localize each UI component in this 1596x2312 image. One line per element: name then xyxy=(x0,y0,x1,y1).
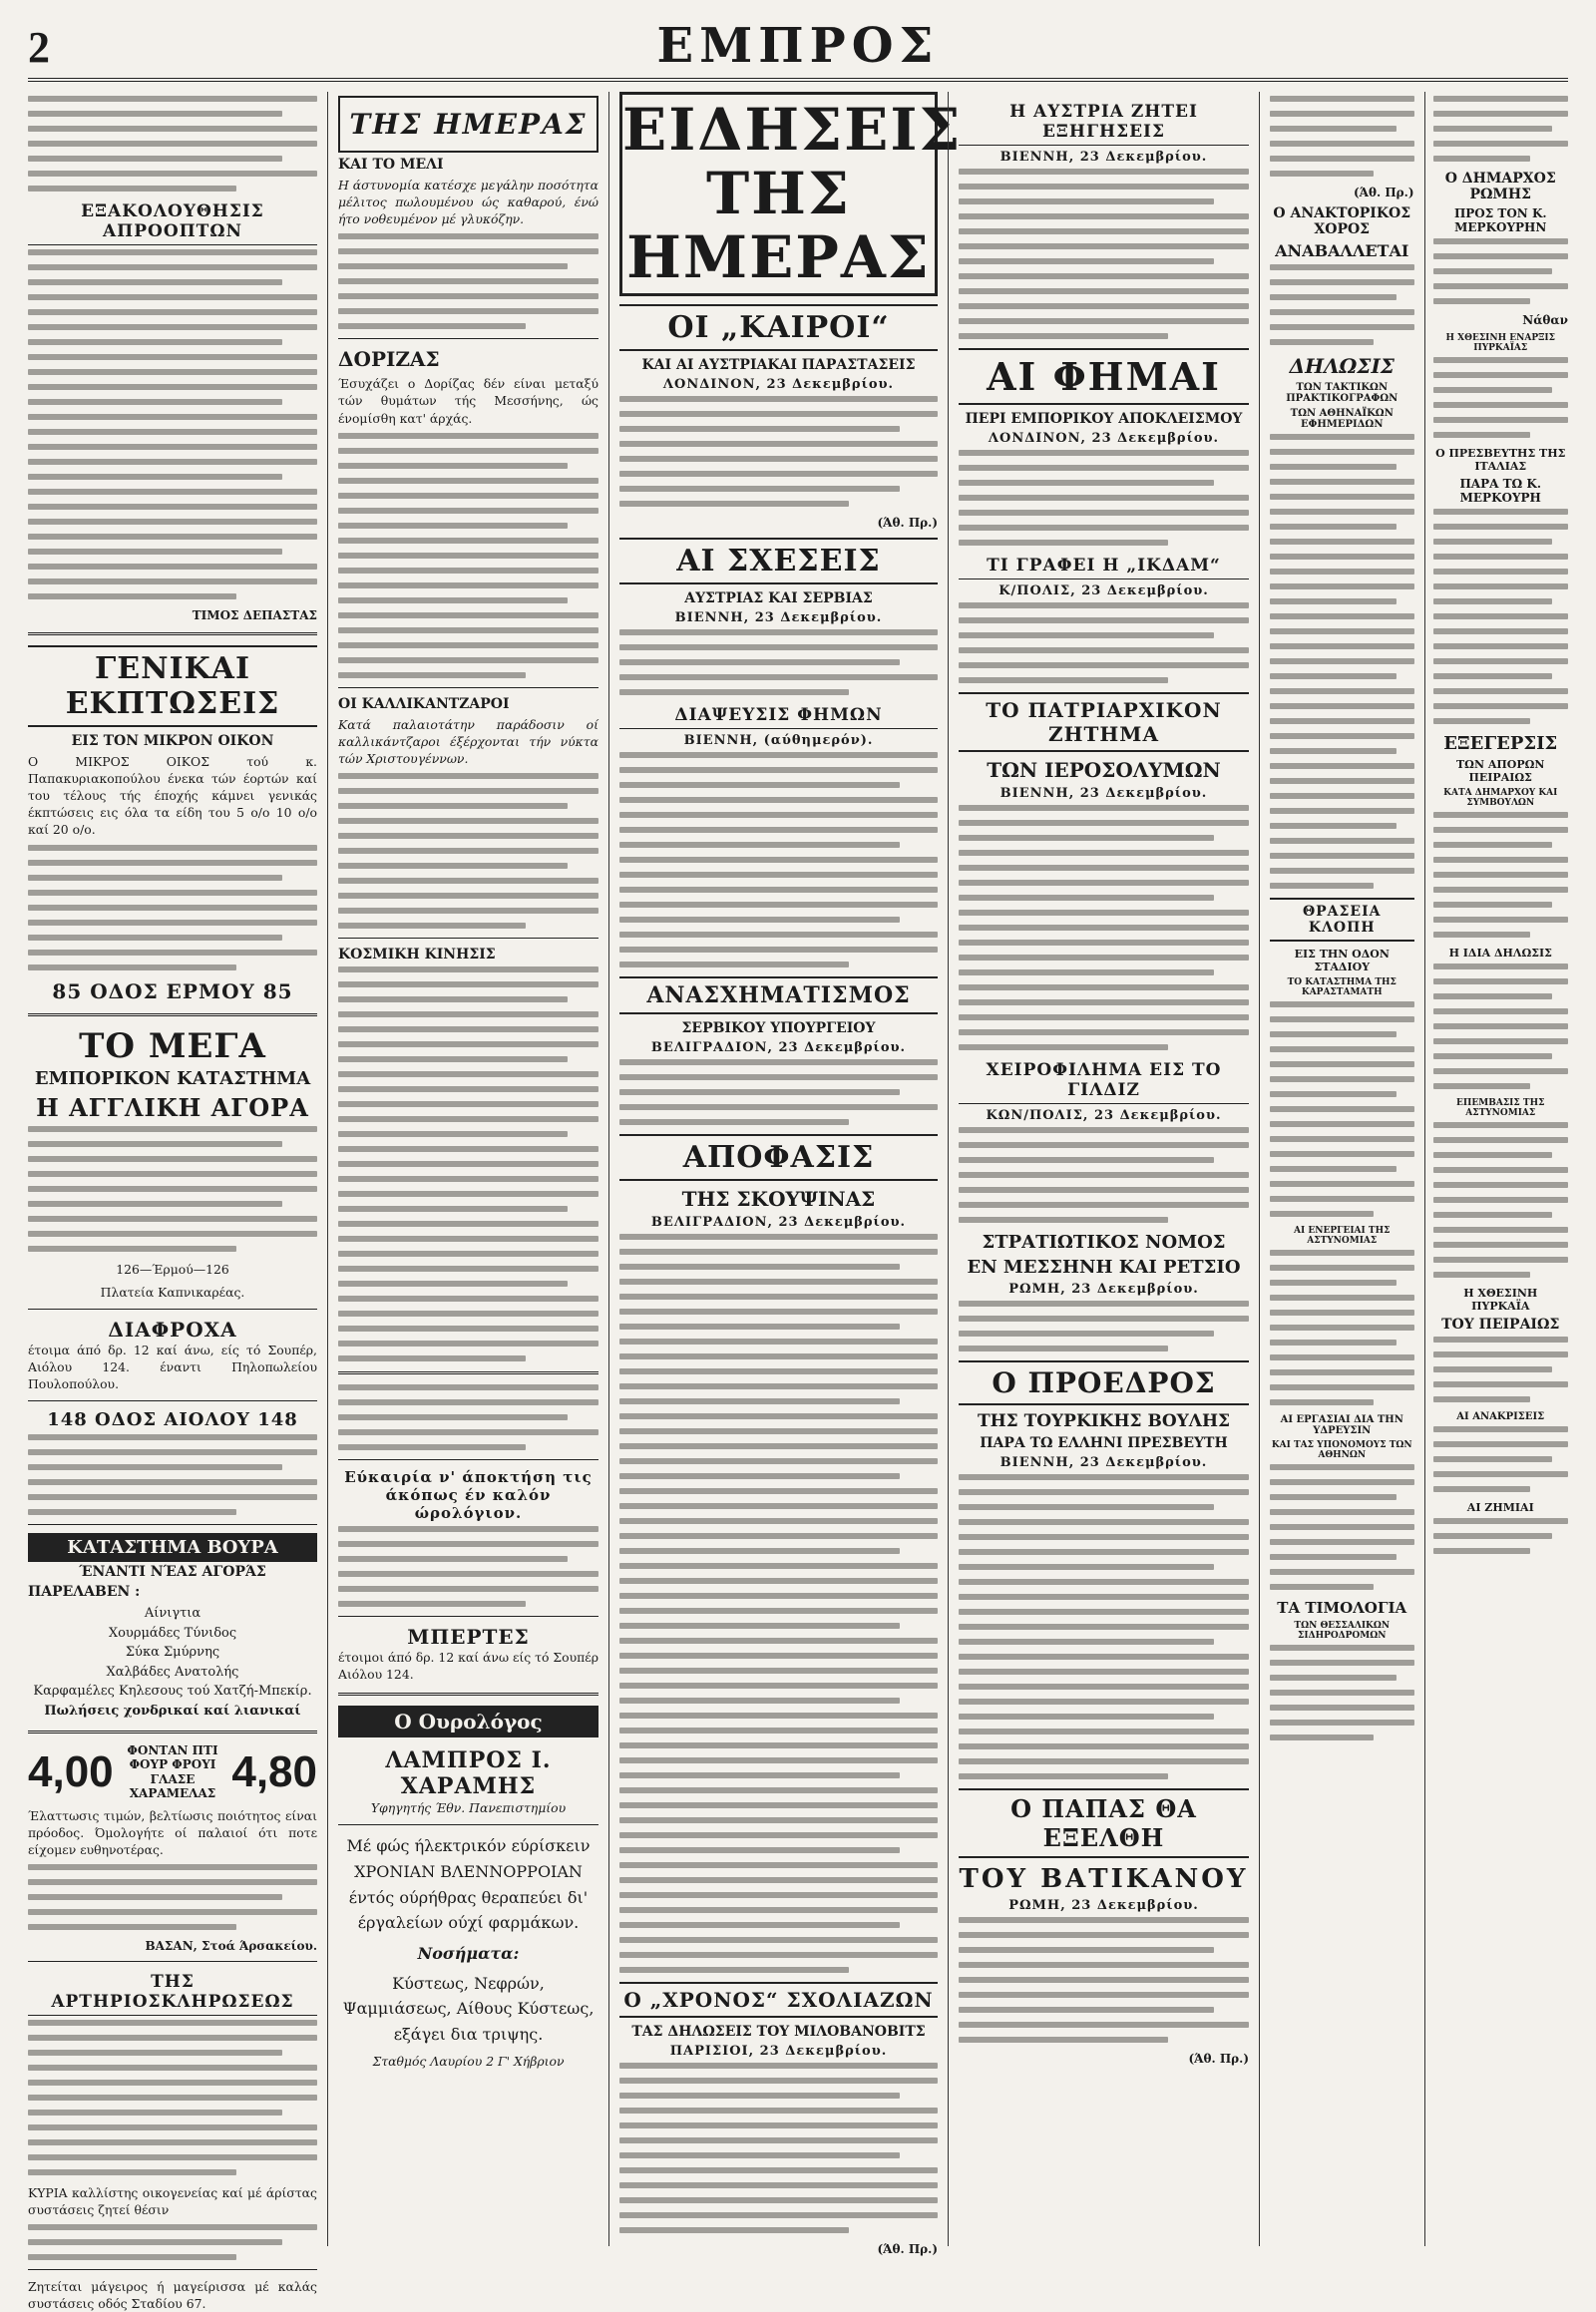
column-3 xyxy=(608,92,963,2257)
story-uprising-subheading: ΤΩΝ ΑΠΟΡΩΝ ΠΕΙΡΑΙΩΣ xyxy=(1456,758,1545,784)
story-kairoi-heading: ΟΙ „ΚΑΙΡΟΙ“ xyxy=(619,304,938,351)
story-pope-dateline: ΡΩΜΗ, 23 Δεκεμβρίου. xyxy=(1008,1898,1199,1913)
story-works-subheading: ΚΑΙ ΤΑΣ ΥΠΟΝΟΜΟΥΣ ΤΩΝ ΑΘΗΝΩΝ xyxy=(1271,1440,1412,1460)
story-relations-subheading: ΑΥΣΤΡΙΑΣ ΚΑΙ ΣΕΡΒΙΑΣ xyxy=(684,590,873,607)
story-theft-heading: ΘΡΑΣΕΙΑ ΚΛΟΠΗ xyxy=(1270,898,1414,942)
list-item: Καρφαμέλες Κηλεσους τού Χατζή-Μπεκίρ. xyxy=(33,1684,312,1700)
story-martial-law-heading: ΣΤΡΑΤΙΩΤΙΚΟΣ ΝΟΜΟΣ xyxy=(982,1232,1226,1253)
story-chronos-source: (Άθ. Πρ.) xyxy=(877,2242,938,2257)
columns xyxy=(28,92,1568,2312)
story-honey-text: Η άστυνομία κατέσχε μεγάλην ποσότητα μέλιτος πωλουμένου ώς καθαρού, ένώ ήτο νοθευμένον μέ γλυκόζην. xyxy=(338,178,598,227)
ad-voura-list xyxy=(28,1604,317,1721)
ad-cook-text: Ζητείται μάγειρος ή μαγείρισσα μέ καλάς συστάσεις οδός Σταδίου 67. xyxy=(28,2279,317,2312)
ad-raincoats-text: έτοιμα άπό δρ. 12 καί άνω, είς τό Σουπέρ, Αιόλου 124. έναντι Πηλοπωλείου Πουλοπούλου. xyxy=(28,1342,317,1391)
ad-capes-heading: ΜΠΕΡΤΕΣ xyxy=(407,1624,530,1649)
story-mayor-subheading: ΠΡΟΣ ΤΟΝ Κ. ΜΕΡΚΟΥΡΗΝ xyxy=(1453,206,1547,234)
story-mayor-signature: Νάθαν xyxy=(1522,313,1568,327)
story-ikdam-dateline: Κ/ΠΟΛΙΣ, 23 Δεκεμβρίου. xyxy=(998,583,1209,598)
list-item: Χουρμάδες Τύνιδος xyxy=(108,1625,237,1641)
ad-sweets-text: Έλαττωσις τιμών, βελτίωσις ποιότητος είναι πρόοδος. Όμολογήτε οί παλαιοί ότι ποτε είχομεν ευθηνοτέρας. xyxy=(28,1807,317,1857)
story-president-dateline: ΒΙΕΝΝΗ, 23 Δεκεμβρίου. xyxy=(999,1455,1208,1470)
story-mayor-heading: Ο ΔΗΜΑΡΧΟΣ ΡΩΜΗΣ xyxy=(1444,171,1556,202)
ad-store-address: 126—Έρμού—126 xyxy=(116,1261,229,1277)
ad-store-title: ΤΟ ΜΕΓΑ xyxy=(79,1025,266,1066)
ad-discounts-subtitle: ΕΙΣ ΤΟΝ ΜΙΚΡΟΝ ΟΙΚΟΝ xyxy=(71,733,274,749)
ad-urologist-text: Μέ φώς ήλεκτρικόν εύρίσκειν ΧΡΟΝΙΑΝ ΒΛΕΝΝΟΡΡΟΙΑΝ έντός ούρήθρας θεραπεύει δι' έργαλείων ούχί φαρμάκων. xyxy=(346,1836,591,1933)
text-block xyxy=(28,96,317,192)
story-patriarchate-subheading: ΤΩΝ ΙΕΡΟΣΟΛΥΜΩΝ xyxy=(987,758,1221,782)
ad-sweets-prices xyxy=(28,1743,317,1801)
story-tariffs-heading: ΤΑ ΤΙΜΟΛΟΓΙΑ xyxy=(1277,1599,1407,1617)
price-right: 4,80 xyxy=(231,1746,317,1796)
story-piraeus-fire-subheading: ΤΟΥ ΠΕΙΡΑΙΩΣ xyxy=(1441,1317,1560,1333)
story-chronos-subheading: ΤΑΣ ΔΗΛΩΣΕΙΣ ΤΟΥ ΜΙΛΟΒΑΝΟΒΙΤΣ xyxy=(631,2024,926,2041)
story-president-heading: Ο ΠΡΟΕΔΡΟΣ xyxy=(959,1360,1249,1405)
story-honey-heading: ΚΑΙ ΤΟ ΜΕΛΙ xyxy=(338,157,444,173)
story-ambassador-subheading: ΠΑΡΑ ΤΩ Κ. ΜΕΡΚΟΥΡΗ xyxy=(1459,477,1542,505)
story-tariffs-subheading: ΤΩΝ ΘΕΣΣΑΛΙΚΩΝ ΣΙΔΗΡΟΔΡΟΜΩΝ xyxy=(1294,1621,1391,1641)
ad-raincoats-title: ΔΙΑΦΡΟΧΑ xyxy=(108,1317,237,1342)
story-pope-heading: Ο ΠΑΠΑΣ ΘΑ ΕΞΕΛΘΗ xyxy=(959,1788,1249,1858)
story-uprising-heading: ΕΞΕΓΕΡΣΙΣ xyxy=(1443,733,1558,754)
story-president-subheading: ΤΗΣ ΤΟΥΡΚΙΚΗΣ ΒΟΥΛΗΣ xyxy=(977,1411,1231,1431)
story-theft-subheading: ΕΙΣ ΤΗΝ ΟΔΟΝ ΣΤΑΔΙΟΥ xyxy=(1294,948,1390,973)
ad-watch-heading: Εύκαιρία ν' άποκτήση τις άκόπως έν καλόν ώρολόγιον. xyxy=(344,1467,593,1522)
masthead xyxy=(28,18,1568,82)
list-item: Πωλήσεις χονδρικαί καί λιανικαί xyxy=(44,1703,301,1719)
story-kairoi-source: (Άθ. Πρ.) xyxy=(877,516,938,531)
story-rumors-dateline: ΛΟΝΔΙΝΟΝ, 23 Δεκεμβρίου. xyxy=(988,431,1220,446)
story-decision-subheading: ΤΗΣ ΣΚΟΥΨΙΝΑΣ xyxy=(681,1187,876,1212)
story-patriarchate-dateline: ΒΙΕΝΝΗ, 23 Δεκεμβρίου. xyxy=(999,786,1208,801)
ad-voura-subtitle: ΈΝΑΝΤΙ ΝΈΑΣ ΑΓΟΡΆΣ xyxy=(79,1564,266,1581)
story-chronos-heading: Ο „ΧΡΟΝΟΣ“ ΣΧΟΛΙΑΖΩΝ xyxy=(619,1982,938,2018)
page-number: 2 xyxy=(28,23,50,72)
story-decision-heading: ΑΠΟΦΑΣΙΣ xyxy=(619,1134,938,1181)
story-rumors-heading: ΑΙ ΦΗΜΑΙ xyxy=(959,348,1249,405)
ad-discounts-text: Ο ΜΙΚΡΟΣ ΟΙΚΟΣ τού κ. Παπακυριακοπούλου ένεκα τών έορτών καί του τέλους τής έποχής κάμνει γενικάς έκπτώσεις εις όλα τα είδη του 5 ο/ο 10 ο/ο καί 20 ο/ο. xyxy=(28,754,317,838)
story-intervention-heading: ΕΠΕΜΒΑΣΙΣ ΤΗΣ ΑΣΤΥΝΟΜΙΑΣ xyxy=(1456,1098,1545,1118)
story-martial-law-subheading: ΕΝ ΜΕΣΣΗΝΗ ΚΑΙ ΡΕΤΣΙΟ xyxy=(967,1257,1241,1278)
ad-sweets-signature: ΒΑΣΑΝ, Στοά Άρσακείου. xyxy=(145,1938,317,1953)
ad-capes-text: έτοιμοι άπό δρ. 12 καί άνω είς τό Σουπέρ Αιόλου 124. xyxy=(338,1649,598,1683)
ad-store-place: Πλατεία Καπνικαρέας. xyxy=(100,1284,245,1300)
story-martial-law-dateline: ΡΩΜΗ, 23 Δεκεμβρίου. xyxy=(1008,1282,1199,1297)
story-patriarchate-heading: ΤΟ ΠΑΤΡΙΑΡΧΙΚΟΝ ΖΗΤΗΜΑ xyxy=(959,692,1249,752)
story-dorizas-heading: ΔΟΡΙΖΑΣ xyxy=(338,347,440,372)
news-of-the-day-title: ΕΙΔΗΣΕΙΣ ΤΗΣ ΗΜΕΡΑΣ xyxy=(619,92,938,296)
story-uprising-subheading-2: ΚΑΤΑ ΔΗΜΑΡΧΟΥ ΚΑΙ ΣΥΜΒΟΥΛΩΝ xyxy=(1443,788,1558,808)
story-goblins-heading: ΟΙ ΚΑΛΛΙΚΑΝΤΖΑΡΟΙ xyxy=(338,695,510,712)
ad-store-name: Η ΑΓΓΛΙΚΗ ΑΓΟΡΑ xyxy=(36,1092,309,1122)
story-social-heading: ΚΟΣΜΙΚΗ ΚΙΝΗΣΙΣ xyxy=(338,946,496,963)
column-5b xyxy=(1424,92,1569,2246)
story-rumors-subheading: ΠΕΡΙ ΕΜΠΟΡΙΚΟΥ ΑΠΟΚΛΕΙΣΜΟΥ xyxy=(965,411,1243,427)
story-damages-heading: ΑΙ ΖΗΜΙΑΙ xyxy=(1466,1501,1534,1514)
list-item: Αίνιγτια xyxy=(144,1606,201,1622)
story-relations-heading: ΑΙ ΣΧΕΣΕΙΣ xyxy=(619,538,938,584)
story-ambassador-heading: Ο ΠΡΕΣΒΕΥΤΗΣ ΤΗΣ ΙΤΑΛΙΑΣ xyxy=(1435,447,1566,473)
story-ball-heading: Ο ΑΝΑΚΤΟΡΙΚΟΣ ΧΟΡΟΣ xyxy=(1273,205,1411,237)
column-5a xyxy=(1270,92,1414,2246)
story-piraeus-fire-heading: Η ΧΘΕΣΙΝΗ ΠΥΡΚΑΪΑ xyxy=(1463,1287,1538,1313)
ad-voura-received: ΠΑΡΕΛΑΒΕΝ : xyxy=(28,1584,141,1601)
column-4 xyxy=(948,92,1259,2246)
ad-voura-title: ΚΑΤΑΣΤΗΜΑ ΒΟΥΡΑ xyxy=(28,1533,317,1562)
section-heading: ΕΞΑΚΟΛΟΥΘΗΣΙΣ ΑΠΡΟΟΠΤΩΝ xyxy=(28,201,317,245)
story-ball-subheading: ΑΝΑΒΑΛΛΕΤΑΙ xyxy=(1275,241,1409,260)
story-chronos-dateline: ΠΑΡΙΣΙΟΙ, 23 Δεκεμβρίου. xyxy=(669,2044,888,2060)
column-1 xyxy=(28,92,327,2312)
column-of-the-day-title: ΤΗΣ ΗΜΕΡΑΣ xyxy=(338,96,598,153)
story-austria-dateline: ΒΙΕΝΝΗ, 23 Δεκεμβρίου. xyxy=(999,150,1208,165)
story-theft-subheading-2: ΤΟ ΚΑΤΑΣΤΗΜΑ ΤΗΣ ΚΑΡΑΣΤΑΜΑΤΗ xyxy=(1287,977,1396,997)
ad-lady-text: ΚΥΡΙΑ καλλίστης οικογενείας καί μέ άρίστας συστάσεις ζητεί θέσιν xyxy=(28,2184,317,2218)
story-denials-dateline: ΒΙΕΝΝΗ, (αύθημερόν). xyxy=(683,733,874,749)
ad-store-subtitle: ΕΜΠΟΡΙΚΟΝ ΚΑΤΑΣΤΗΜΑ xyxy=(34,1067,311,1089)
story-reshuffle-subheading: ΣΕΡΒΙΚΟΥ ΥΠΟΥΡΓΕΙΟΥ xyxy=(681,1020,876,1037)
story-reshuffle-heading: ΑΝΑΣΧΗΜΑΤΙΣΜΟΣ xyxy=(619,976,938,1014)
story-denials-heading: ΔΙΑΨΕΥΣΙΣ ΦΗΜΩΝ xyxy=(619,705,938,729)
story-austria-heading: Η ΑΥΣΤΡΙΑ ΖΗΤΕΙ ΕΞΗΓΗΣΕΙΣ xyxy=(959,102,1249,146)
story-dorizas-text: Έσυχάζει ο Δορίζας δέν είναι μεταξύ τών θυμάτων τής Μεσσήνης, ώς ένομίσθη κατ' άρχάς. xyxy=(338,376,598,426)
story-source: (Άθ. Πρ.) xyxy=(1353,186,1414,199)
ad-urologist-diseases-list: Κύστεως, Νεφρών, Ψαμμιάσεως, Αίθους Κύστεως, εξάγει δια τριψης. xyxy=(342,1973,595,2044)
column-2 xyxy=(327,92,608,2246)
story-kairoi-dateline: ΛΟΝΔΙΝΟΝ, 23 Δεκεμβρίου. xyxy=(662,377,895,393)
story-statement-subheading-2: ΤΩΝ ΑΘΗΝΑΪΚΩΝ ΕΦΗΜΕΡΙΔΩΝ xyxy=(1290,408,1394,430)
story-pope-source: (Άθ. Πρ.) xyxy=(1188,2052,1249,2066)
price-middle-label: ΦΟΝΤΑΝ ΠΤΙ ΦΟΥΡ ΦΡΟΥΙ ΓΛΑΣΕ ΧΑΡΑΜΕΛΑΣ xyxy=(127,1743,218,1801)
column-5 xyxy=(1259,92,1568,2246)
ad-discounts-address: 85 ΟΔΟΣ ΕΡΜΟΥ 85 xyxy=(52,978,293,1003)
list-item: Χαλβάδες Ανατολής xyxy=(106,1664,239,1680)
story-same-statement-heading: Η ΙΔΙΑ ΔΗΛΩΣΙΣ xyxy=(1448,947,1552,960)
story-pope-subheading: ΤΟΥ ΒΑΤΙΚΑΝΟΥ xyxy=(959,1864,1249,1894)
story-statement-subheading: ΤΩΝ ΤΑΚΤΙΚΩΝ ΠΡΑΚΤΙΚΟΓΡΑΦΩΝ xyxy=(1286,382,1398,404)
story-relations-dateline: ΒΙΕΝΝΗ, 23 Δεκεμβρίου. xyxy=(674,610,883,626)
story-works-heading: ΑΙ ΕΡΓΑΣΙΑΙ ΔΙΑ ΤΗΝ ΥΔΡΕΥΣΙΝ xyxy=(1280,1414,1403,1436)
ad-urologist-role: Υφηγητής Έθν. Πανεπιστημίου xyxy=(370,1800,567,1816)
ad-aiolou-title: 148 ΟΔΟΣ ΑΙΟΛΟΥ 148 xyxy=(47,1409,298,1431)
price-left: 4,00 xyxy=(28,1746,114,1796)
ad-urologist-diseases-label: Νοσήματα: xyxy=(417,1943,520,1963)
story-ikdam-heading: ΤΙ ΓΡΑΦΕΙ Η „ΙΚΔΑΜ“ xyxy=(959,556,1249,579)
story-statement-heading: ΔΗΛΩΣΙΣ xyxy=(1289,354,1395,378)
ad-arteriosclerosis-title: ΤΗΣ ΑΡΤΗΡΙΟΣΚΛΗΡΩΣΕΩΣ xyxy=(28,1972,317,2016)
story-investigations-heading: ΑΙ ΑΝΑΚΡΙΣΕΙΣ xyxy=(1456,1411,1545,1422)
story-fire-start-heading: Η ΧΘΕΣΙΝΗ ΕΝΑΡΞΙΣ ΠΥΡΚΑΪΑΣ xyxy=(1445,333,1555,353)
text-block xyxy=(28,249,317,599)
story-reshuffle-dateline: ΒΕΛΙΓΡΑΔΙΟΝ, 23 Δεκεμβρίου. xyxy=(650,1040,907,1056)
story-president-subheading-2: ΠΑΡΑ ΤΩ ΕΛΛΗΝΙ ΠΡΕΣΒΕΥΤΗ xyxy=(980,1435,1228,1451)
ad-urologist-title: Ο Ουρολόγος xyxy=(338,1706,598,1737)
ad-urologist-name: ΛΑΜΠΡΟΣ Ι. ΧΑΡΑΜΗΣ xyxy=(385,1747,552,1800)
story-goblins-text: Κατά παλαιοτάτην παράδοσιν οί καλλικάντζαροι έξέρχονται τήν νύκτα τών Χριστουγέννων. xyxy=(338,716,598,766)
story-kairoi-subheading: ΚΑΙ ΑΙ ΑΥΣΤΡΙΑΚΑΙ ΠΑΡΑΣΤΑΣΕΙΣ xyxy=(641,357,916,374)
story-police-heading: ΑΙ ΕΝΕΡΓΕΙΑΙ ΤΗΣ ΑΣΤΥΝΟΜΙΑΣ xyxy=(1294,1226,1391,1246)
story-yildiz-dateline: ΚΩΝ/ΠΟΛΙΣ, 23 Δεκεμβρίου. xyxy=(986,1108,1222,1123)
ad-urologist-address: Σταθμός Λαυρίου 2 Γ' Χήβριον xyxy=(372,2054,565,2070)
story-yildiz-heading: ΧΕΙΡΟΦΙΛΗΜΑ ΕΙΣ ΤΟ ΓΙΛΔΙΖ xyxy=(959,1060,1249,1104)
list-item: Σύκα Σμύρνης xyxy=(125,1645,220,1661)
signature: ΤΙΜΟΣ ΔΕΠΑΣΤΑΣ xyxy=(192,608,317,622)
ad-discounts-title: ΓΕΝΙΚΑΙ ΕΚΠΤΩΣΕΙΣ xyxy=(28,645,317,727)
story-decision-dateline: ΒΕΛΙΓΡΑΔΙΟΝ, 23 Δεκεμβρίου. xyxy=(650,1215,907,1231)
newspaper-title: ΕΜΠΡΟΣ xyxy=(656,18,940,74)
